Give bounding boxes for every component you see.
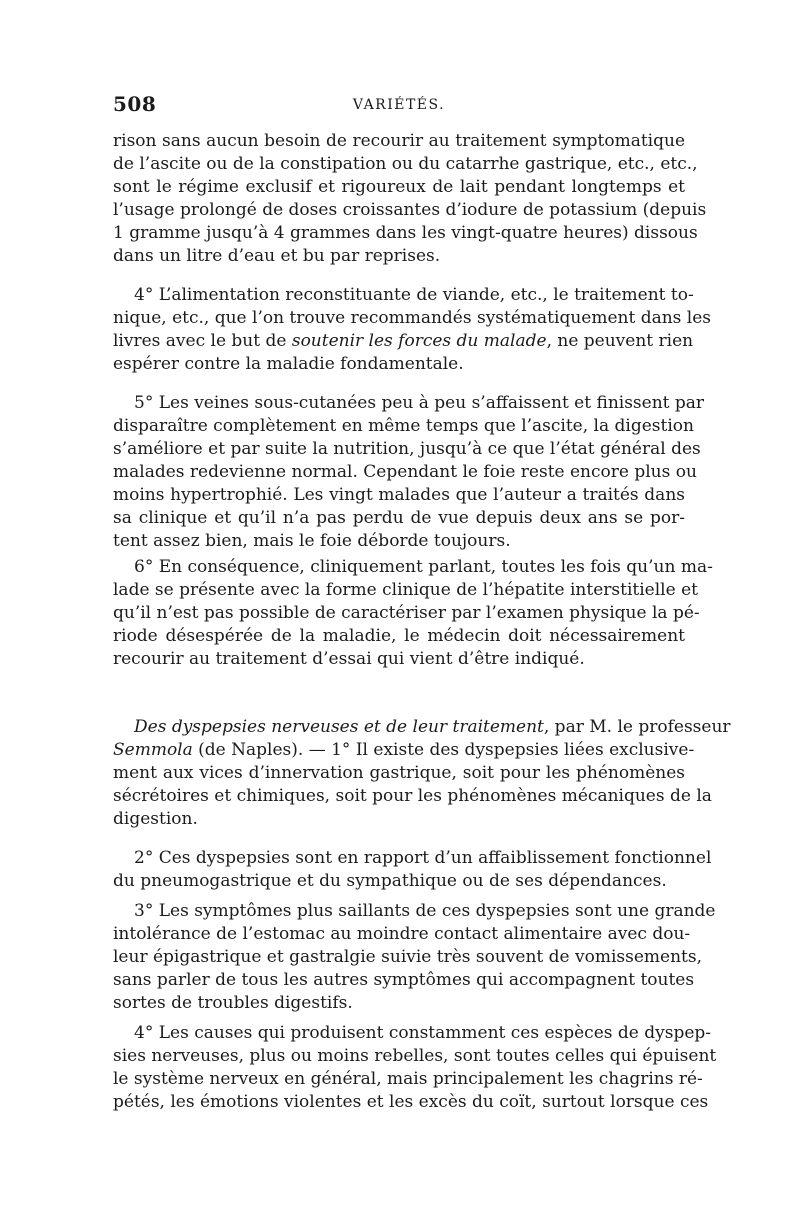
text-line: sortes de troubles digestifs. — [113, 993, 353, 1013]
text-line: leur épigastrique et gastralgie suivie très souvent de vomissements, — [113, 947, 702, 967]
text-line: 2° Ces dyspepsies sont en rapport d’un affaiblissement fonctionnel — [134, 848, 712, 868]
text-line: 3° Les symptômes plus saillants de ces dyspepsies sont une grande — [134, 901, 716, 921]
text-line: lade se présente avec la forme clinique de l’hépatite interstitielle et — [113, 580, 698, 600]
text-line — [113, 739, 695, 762]
text-line: disparaître complètement en même temps que l’ascite, la digestion — [113, 416, 694, 436]
text-line — [113, 330, 694, 353]
text-segment: (de Naples). — 1° Il existe des dyspepsies liées exclusive- — [192, 740, 695, 760]
text-line: l’usage prolongé de doses croissantes d’iodure de potassium (depuis — [113, 200, 707, 220]
article-title: Des dyspepsies nerveuses et de leur traitement — [134, 717, 544, 737]
text-line: 5° Les veines sous-cutanées peu à peu s’affaissent et finissent par — [134, 393, 705, 413]
text-line: sies nerveuses, plus ou moins rebelles, sont toutes celles qui épuisent — [113, 1046, 717, 1066]
text-segment: , par M. le professeur — [543, 717, 731, 737]
text-line: pétés, les émotions violentes et les excès du coït, surtout lorsque ces — [113, 1092, 709, 1112]
text-line: dans un litre d’eau et bu par reprises. — [113, 246, 441, 266]
page-header — [113, 92, 685, 122]
text-line: sa clinique et qu’il n’a pas perdu de vue depuis deux ans se por- — [113, 508, 685, 528]
text-line: malades redevienne normal. Cependant le foie reste encore plus ou — [113, 462, 697, 482]
text-line: moins hypertrophié. Les vingt malades que l’auteur a traités dans — [113, 485, 685, 505]
text-line: de l’ascite ou de la constipation ou du catarrhe gastrique, etc., etc., — [113, 154, 698, 174]
text-line: 6° En conséquence, cliniquement parlant, toutes les fois qu’un ma- — [134, 557, 713, 577]
text-line: ment aux vices d’innervation gastrique, soit pour les phénomènes — [113, 763, 685, 783]
italic-phrase: soutenir les forces du malade — [291, 331, 547, 351]
text-line: du pneumogastrique et du sympathique ou de ses dépendances. — [113, 871, 667, 891]
text-line: sans parler de tous les autres symptômes qui accompagnent toutes — [113, 970, 695, 990]
text-line: 1 gramme jusqu’à 4 grammes dans les vingt-quatre heures) dissous — [113, 223, 698, 243]
text-line: tent assez bien, mais le foie déborde toujours. — [113, 531, 511, 551]
text-line: le système nerveux en général, mais principalement les chagrins ré- — [113, 1069, 703, 1089]
page-number: 508 — [113, 92, 157, 116]
text-line: sont le régime exclusif et rigoureux de lait pendant longtemps et — [113, 177, 685, 197]
text-line — [134, 716, 731, 739]
text-line: rison sans aucun besoin de recourir au traitement symptomatique — [113, 131, 685, 151]
text-line: s’améliore et par suite la nutrition, jusqu’à ce que l’état général des — [113, 439, 701, 459]
text-line: espérer contre la maladie fondamentale. — [113, 354, 464, 374]
running-head: VARIÉTÉS. — [352, 97, 446, 113]
text-line: qu’il n’est pas possible de caractériser par l’examen physique la pé- — [113, 603, 700, 623]
text-line: 4° L’alimentation reconstituante de viande, etc., le traitement to- — [134, 285, 694, 305]
text-line: 4° Les causes qui produisent constamment ces espèces de dyspep- — [134, 1023, 712, 1043]
text-line: riode désespérée de la maladie, le médecin doit nécessairement — [113, 626, 685, 646]
text-line: intolérance de l’estomac au moindre contact alimentaire avec dou- — [113, 924, 691, 944]
text-line: recourir au traitement d’essai qui vient d’être indiqué. — [113, 649, 585, 669]
text-segment: livres avec le but de — [113, 331, 292, 351]
author-name: Semmola — [113, 740, 193, 760]
text-line: sécrétoires et chimiques, soit pour les phénomènes mécaniques de la — [113, 786, 712, 806]
text-line: nique, etc., que l’on trouve recommandés systématiquement dans les — [113, 308, 712, 328]
text-line: digestion. — [113, 809, 198, 829]
text-segment: , ne peuvent rien — [546, 331, 694, 351]
